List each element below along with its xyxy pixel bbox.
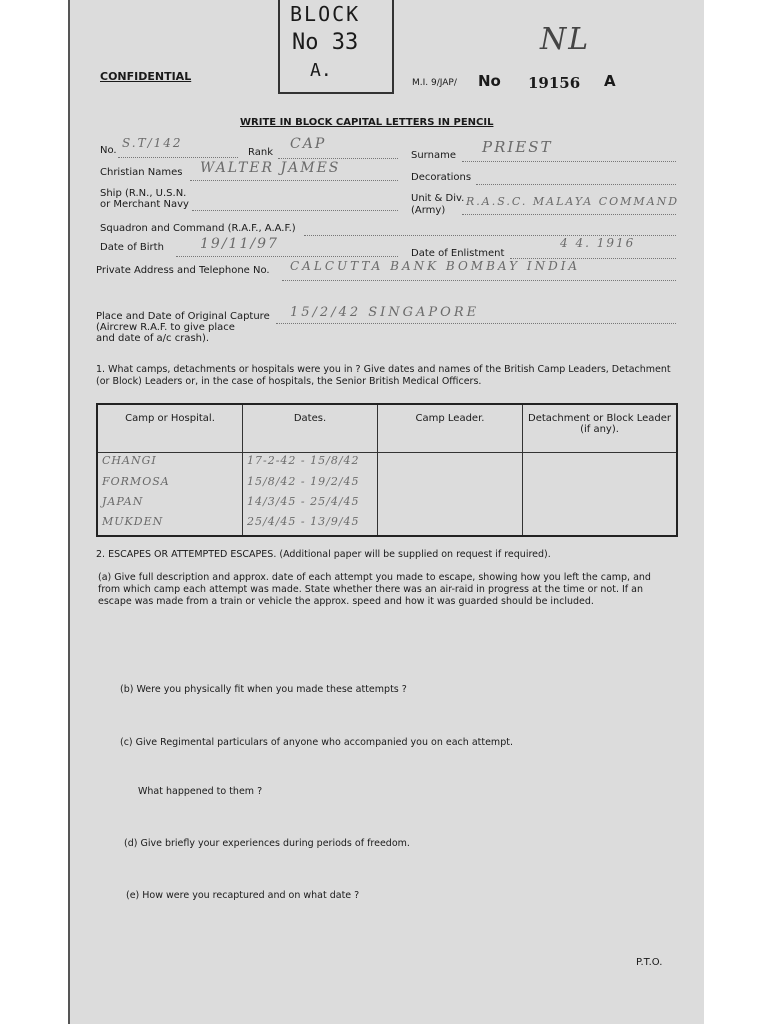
dotted-line (118, 157, 238, 158)
stamp-line1: BLOCK (290, 2, 361, 26)
table-cell (378, 494, 523, 514)
table-cell: 25/4/45 - 13/9/45 (243, 514, 378, 536)
unit-label-line1: Unit & Div. (411, 193, 465, 204)
capture-label (96, 311, 270, 344)
stamp-line3: A. (310, 60, 332, 81)
table-cell: MUKDEN (97, 514, 243, 536)
table-cell: 17-2-42 - 15/8/42 (243, 453, 378, 474)
dotted-line (190, 180, 398, 181)
initials-mark: NL (540, 22, 591, 57)
q2d-text: (d) Give briefly your experiences during periods of freedom. (124, 838, 410, 849)
table-cell: CHANGI (97, 453, 243, 474)
q1-line2: (or Block) Leaders or, in the case of hospitals, the Senior British Medical Officers. (96, 376, 482, 387)
q1-text (96, 364, 671, 388)
ship-label-line2: or Merchant Navy (100, 199, 189, 210)
dotted-line (278, 158, 398, 159)
rank-value: CAP (290, 136, 327, 152)
table-cell: FORMOSA (97, 474, 243, 494)
q2e-text: (e) How were you recaptured and on what date ? (126, 890, 360, 901)
surname-value: PRIEST (482, 138, 553, 156)
table-cell: 14/3/45 - 25/4/45 (243, 494, 378, 514)
dotted-line (462, 214, 676, 215)
capture-label-line2: (Aircrew R.A.F. to give place (96, 322, 235, 333)
capture-value: 15/2/42 SINGAPORE (290, 305, 480, 320)
no-field-value: S.T/142 (122, 136, 183, 150)
stamp-line2: No 33 (292, 30, 359, 55)
q2c-text: (c) Give Regimental particulars of anyone who accompanied you on each attempt. (120, 737, 513, 748)
table-cell (523, 453, 678, 474)
table-row (97, 453, 677, 474)
table-cell (523, 514, 678, 536)
address-label: Private Address and Telephone No. (96, 265, 270, 276)
pto-label: P.T.O. (636, 957, 663, 968)
form-suffix: A (604, 72, 616, 90)
q2a-line3: escape was made from a train or vehicle the approx. speed and how it was guarded should be included. (98, 596, 594, 607)
decorations-label: Decorations (411, 172, 472, 183)
table-cell (523, 474, 678, 494)
ship-label-line1: Ship (R.N., U.S.N. (100, 188, 187, 199)
dotted-line (282, 280, 676, 281)
dotted-line (192, 210, 398, 211)
unit-label (411, 193, 464, 217)
camps-table (96, 403, 678, 537)
dotted-line (462, 161, 676, 162)
table-header-cell: Camp or Hospital. (97, 404, 243, 453)
table-row (97, 514, 677, 536)
table-header-cell: Camp Leader. (378, 404, 523, 453)
dotted-line (276, 323, 676, 324)
unit-value: R.A.S.C. MALAYA COMMAND (466, 195, 680, 208)
dotted-line (476, 184, 676, 185)
table-row (97, 474, 677, 494)
enlistment-value: 4 4. 1916 (560, 236, 636, 250)
squadron-label: Squadron and Command (R.A.F., A.A.F.) (100, 223, 296, 234)
q2a-line2: from which camp each attempt was made. State whether there was an air-raid in progress at the time or not. If an (98, 584, 644, 595)
table-cell (523, 494, 678, 514)
capture-label-line3: and date of a/c crash). (96, 333, 210, 344)
unit-label-line2: (Army) (411, 205, 446, 216)
table-cell (378, 453, 523, 474)
rank-label: Rank (248, 147, 273, 158)
block-stamp (278, 0, 394, 94)
table-cell: JAPAN (97, 494, 243, 514)
ship-label (100, 188, 189, 210)
table-header-row (97, 404, 677, 453)
table-header-cell: Detachment or Block Leader (if any). (523, 404, 678, 453)
surname-label: Surname (411, 150, 456, 161)
q2a-text (98, 572, 651, 608)
confidential-label: CONFIDENTIAL (100, 70, 192, 83)
q2a-line1: (a) Give full description and approx. date of each attempt you made to escape, showing how you left the camp, and (98, 572, 651, 583)
ref-code: M.I. 9/JAP/ (412, 78, 457, 88)
dob-label: Date of Birth (100, 242, 164, 253)
table-header-cell: Dates. (243, 404, 378, 453)
instruction: WRITE IN BLOCK CAPITAL LETTERS IN PENCIL (240, 117, 494, 128)
capture-label-line1: Place and Date of Original Capture (96, 311, 270, 322)
table-cell: 15/8/42 - 19/2/45 (243, 474, 378, 494)
christian-names-value: WALTER JAMES (200, 160, 341, 176)
dotted-line (176, 256, 398, 257)
table-row (97, 494, 677, 514)
christian-names-label: Christian Names (100, 167, 183, 178)
q2-heading: 2. ESCAPES OR ATTEMPTED ESCAPES. (Additional paper will be supplied on request if required). (96, 549, 551, 560)
no-label: No (478, 72, 501, 90)
dob-value: 19/11/97 (200, 236, 279, 252)
q2c2-text: What happened to them ? (138, 786, 263, 797)
table-cell (378, 514, 523, 536)
q2b-text: (b) Were you physically fit when you made these attempts ? (120, 684, 407, 695)
q1-line1: 1. What camps, detachments or hospitals were you in ? Give dates and names of the British Camp Leaders, Detachment (96, 364, 671, 375)
address-value: CALCUTTA BANK BOMBAY INDIA (290, 259, 581, 273)
no-field-label: No. (100, 145, 117, 156)
form-number: 19156 (528, 74, 581, 92)
enlistment-label: Date of Enlistment (411, 248, 505, 259)
table-cell (378, 474, 523, 494)
